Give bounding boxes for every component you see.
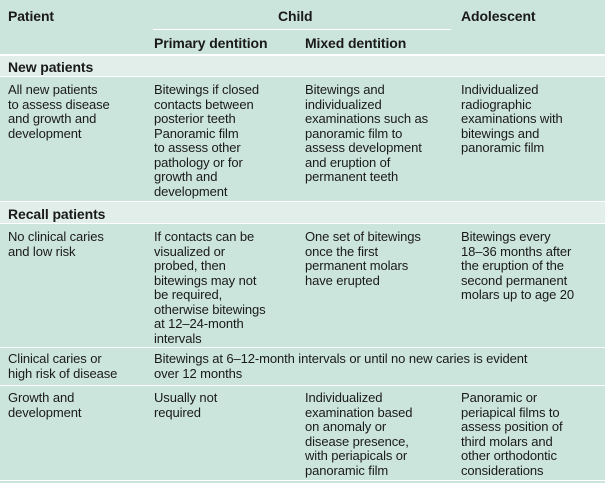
header-child: Child (278, 8, 313, 24)
header-patient: Patient (8, 8, 54, 24)
new-all-patient: All new patients to assess disease and growth and development (8, 82, 110, 141)
header-mixed-dentition: Mixed dentition (305, 35, 407, 51)
section-recall-patients: Recall patients (8, 206, 106, 222)
section-new-patients: New patients (8, 59, 94, 75)
recall-growth-mixed: Individualized examination based on anomaly or disease presence, with periapicals or panoramic film (305, 390, 413, 478)
rule (0, 480, 605, 481)
rule (0, 385, 605, 386)
recall-high-span: Bitewings at 6–12-month intervals or until no new caries is evident over 12 months (154, 351, 528, 381)
recall-growth-primary: Usually not required (154, 390, 218, 420)
recall-high-patient: Clinical caries or high risk of disease (8, 351, 118, 381)
new-all-primary: Bitewings if closed contacts between posterior teeth Panoramic film to assess other pathology or for growth and development (154, 82, 260, 199)
recall-low-mixed: One set of bitewings once the first permanent molars have erupted (305, 229, 421, 288)
header-primary-dentition: Primary dentition (154, 35, 268, 51)
new-all-adolescent: Individualized radiographic examinations with bitewings and panoramic film (461, 82, 563, 155)
rule (0, 76, 605, 77)
recall-growth-adolescent: Panoramic or periapical films to assess position of third molars and other orthodontic considerations (461, 390, 563, 478)
header-adolescent: Adolescent (461, 8, 536, 24)
recall-growth-patient: Growth and development (8, 390, 82, 420)
rule (0, 223, 605, 224)
new-all-mixed: Bitewings and individualized examinations such as panoramic film to assess development and eruption of permanent teeth (305, 82, 429, 184)
recall-low-primary: If contacts can be visualized or probed, then bitewings may not be required, otherwise bitewings at 12–24-month intervals (154, 229, 266, 346)
child-header-underline (153, 29, 451, 30)
recall-low-patient: No clinical caries and low risk (8, 229, 104, 259)
rule (0, 201, 605, 202)
recall-low-adolescent: Bitewings every 18–36 months after the eruption of the second permanent molars up to age 20 (461, 229, 575, 302)
header-rule (0, 54, 605, 56)
rule (0, 347, 605, 348)
